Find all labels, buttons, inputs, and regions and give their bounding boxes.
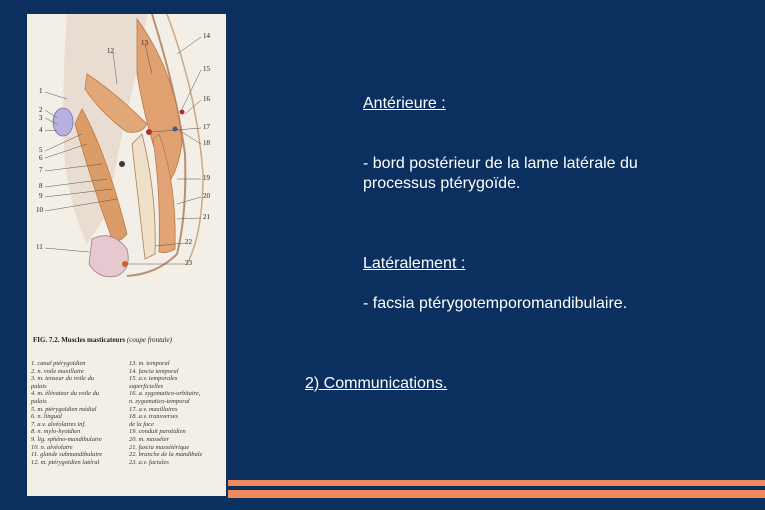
- figure-number: 3: [39, 114, 43, 122]
- figure-legend-left: [31, 360, 127, 466]
- figure-number: 14: [203, 32, 210, 40]
- legend-item: 20. m. masséter: [129, 435, 170, 443]
- figure-number: 16: [203, 95, 210, 103]
- figure-caption-title: FIG. 7.2. Muscles masticateurs: [33, 336, 126, 344]
- figure-number: 12: [107, 47, 114, 55]
- figure-number: 13: [141, 39, 148, 47]
- facial-vessel: [173, 127, 178, 132]
- legend-item: 13. m. temporal: [129, 360, 170, 367]
- figure-number: 8: [39, 182, 43, 190]
- alveolar-vessel: [119, 161, 125, 167]
- legend-item: 1. canal ptérygoïdien: [31, 360, 86, 367]
- anterior-body: [363, 154, 638, 194]
- anterior-body-line: - bord postérieur de la lame latérale du: [363, 155, 638, 172]
- legend-item: superficielles: [129, 382, 164, 390]
- legend-item: 4. m. élévateur du voile du: [31, 390, 99, 398]
- figure-number: 15: [203, 65, 210, 73]
- legend-item: 14. fascia temporal: [129, 367, 179, 375]
- legend-item: 23. a.v. faciales: [129, 458, 169, 466]
- figure-number: 21: [203, 213, 210, 221]
- legend-item: 9. lig. sphéno-mandibulaire: [31, 435, 102, 443]
- legend-item: 21. fascia massétérique: [129, 443, 190, 451]
- legend-item: 17. a.v. maxillaires: [129, 405, 178, 413]
- figure-caption: [33, 336, 223, 344]
- anatomy-figure: [27, 14, 226, 496]
- temporal-vessel: [180, 110, 185, 115]
- legend-item: 2. n. voile maxillaire: [31, 367, 84, 375]
- figure-number: 5: [39, 146, 43, 154]
- figure-number: 19: [203, 174, 210, 182]
- legend-item: 7. a.v. alvéolaires inf.: [31, 420, 86, 428]
- decorative-stripe-top: [228, 480, 765, 486]
- legend-item: 16. a. zygomatico-orbitaire,: [129, 390, 201, 398]
- decorative-stripe-bottom: [228, 490, 765, 498]
- figure-number: 18: [203, 139, 210, 147]
- figure-number: 20: [203, 192, 210, 200]
- figure-caption-subtitle: (coupe frontale): [126, 336, 172, 344]
- heading-lateral: Latéralement :: [363, 255, 466, 272]
- figure-number: 10: [36, 206, 43, 214]
- figure-number: 1: [39, 87, 43, 95]
- figure-number: 6: [39, 154, 43, 162]
- legend-item: palais: [31, 397, 47, 405]
- legend-item: 8. n. mylo-hyoïdien: [31, 428, 81, 436]
- figure-number: 9: [39, 192, 43, 200]
- figure-legend-right: [129, 360, 225, 466]
- figure-number: 17: [203, 123, 210, 131]
- figure-number: 4: [39, 126, 43, 134]
- section-communications: 2) Communications.: [305, 375, 448, 392]
- legend-item: 3. m. tenseur du voile du: [31, 375, 95, 383]
- legend-item: de la face: [129, 420, 154, 428]
- mandible-ramus: [132, 134, 155, 259]
- legend-item: palais: [31, 382, 47, 390]
- legend-item: 11. glande submandibulaire: [31, 451, 103, 459]
- heading-anterior: Antérieure :: [363, 95, 446, 112]
- legend-item: 19. conduit parotidien: [129, 428, 186, 436]
- palatine-muscles: [53, 108, 73, 136]
- submandibular-gland: [89, 236, 128, 277]
- anterior-body-line: processus ptérygoïde.: [363, 175, 521, 192]
- figure-number: 22: [185, 238, 192, 246]
- legend-item: 15. a.v. temporales: [129, 375, 178, 383]
- figure-number: 2: [39, 106, 43, 114]
- masticatory-muscles-illustration: [27, 14, 226, 334]
- figure-number: 7: [39, 166, 43, 174]
- lateral-body: - facsia ptérygotemporomandibulaire.: [363, 295, 628, 312]
- legend-item: 18. a.v. transverses: [129, 413, 179, 421]
- legend-item: 22. branche de la mandibule: [129, 451, 203, 459]
- legend-item: 12. m. ptérygoïdien latéral: [31, 458, 100, 466]
- figure-number: 23: [185, 259, 192, 267]
- legend-item: 10. n. alvéolaire: [31, 443, 73, 451]
- legend-item: 5. m. ptérygoïdien médial: [31, 405, 97, 413]
- figure-number: 11: [36, 243, 43, 251]
- legend-item: 6. n. lingual: [31, 413, 62, 421]
- legend-item: n. zygomatico-temporal: [129, 397, 190, 405]
